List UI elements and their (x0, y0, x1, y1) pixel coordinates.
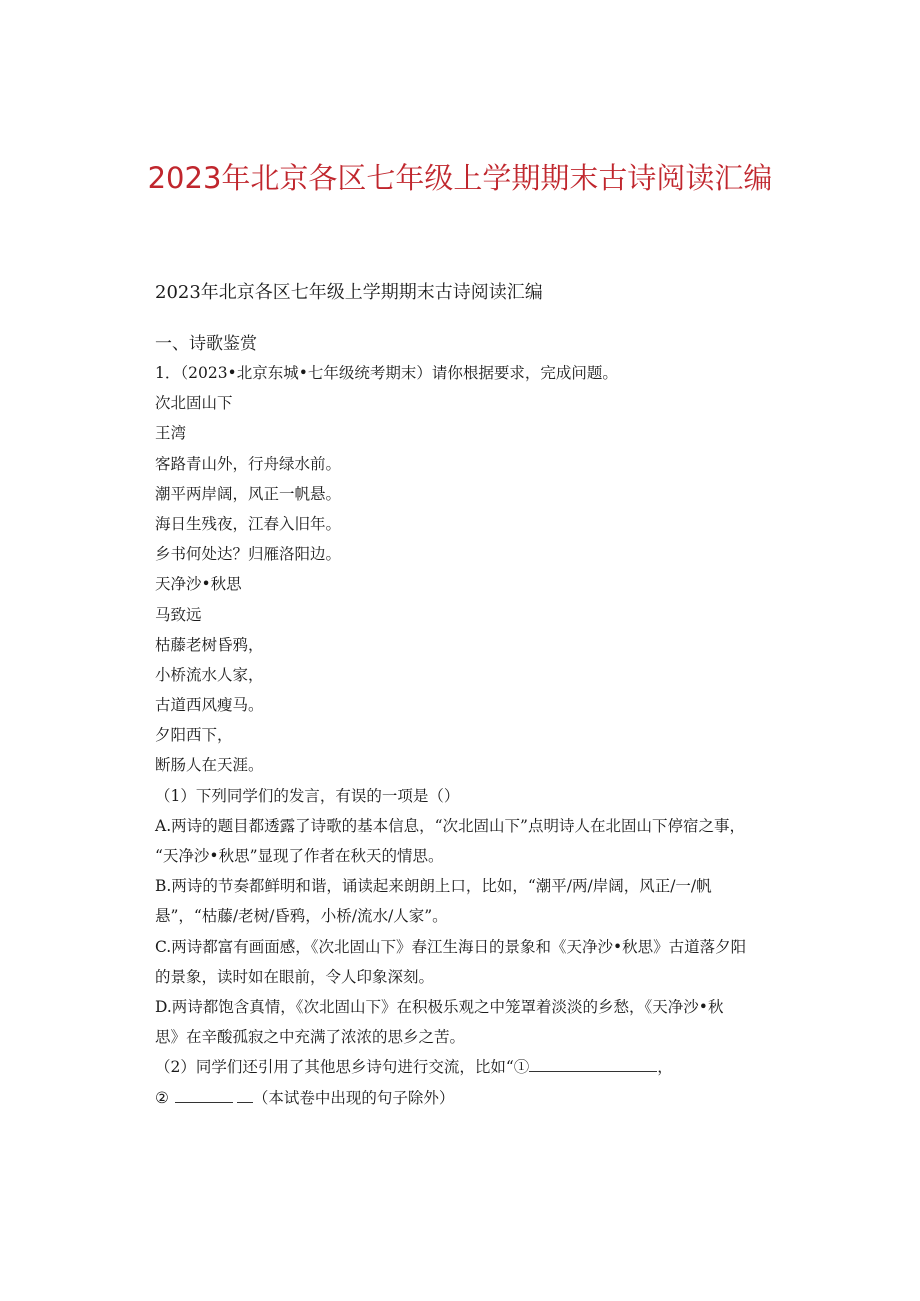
section-heading: 一、诗歌鉴赏 (155, 334, 257, 354)
document-subtitle: 2023年北京各区七年级上学期期末古诗阅读汇编 (155, 282, 543, 303)
option-b-line2: 悬”，“枯藤/老树/昏鸦，小桥/流水/人家”。 (155, 907, 448, 926)
option-a-line2: “天净沙•秋思”显现了作者在秋天的情思。 (155, 847, 444, 865)
poem2-author: 马致远 (155, 605, 202, 624)
subquestion-2-line1 (155, 1057, 765, 1077)
option-c-line1: C.两诗都富有画面感，《次北固山下》春江生海日的景象和《天净沙•秋思》古道落夕阳 (155, 937, 747, 956)
subquestion-2-prompt: （2）同学们还引用了其他思乡诗句进行交流，比如“① (155, 1058, 530, 1077)
option-b-line1: B.两诗的节奏都鲜明和谐，诵读起来朗朗上口，比如，“潮平/两/岸阔，风正/一/帆 (155, 877, 712, 896)
option-d (155, 997, 765, 1047)
subquestion-2-line2 (155, 1088, 765, 1108)
poem2-title: 天净沙•秋思 (155, 575, 242, 594)
page-title: 2023年北京各区七年级上学期期末古诗阅读汇编 (147, 161, 773, 195)
poem1-line: 乡书何处达？归雁洛阳边。 (155, 545, 342, 564)
poem1-line: 客路青山外，行舟绿水前。 (155, 454, 342, 473)
poem1-title: 次北固山下 (155, 394, 233, 413)
poem1-line: 海日生残夜，江春入旧年。 (155, 514, 342, 533)
option-a (155, 816, 765, 866)
poem2-line: 古道西风瘦马。 (155, 696, 264, 715)
poem1-line: 潮平两岸阔，风正一帆悬。 (155, 484, 342, 503)
answer-blank-2-tail (237, 1090, 253, 1103)
option-a-line1: A.两诗的题目都透露了诗歌的基本信息，“次北固山下”点明诗人在北固山下停宿之事， (155, 816, 745, 835)
option-b (155, 876, 765, 926)
poem2-line: 小桥流水人家， (155, 665, 264, 684)
option-c (155, 937, 765, 987)
circle-two: ② (155, 1088, 169, 1107)
option-c-line2: 的景象，读时如在眼前，令人印象深刻。 (155, 967, 435, 986)
poem2-line: 断肠人在天涯。 (155, 756, 264, 775)
subquestion-1-prompt: （1）下列同学们的发言，有误的一项是（） (155, 786, 460, 805)
poem2-line: 枯藤老树昏鸦， (155, 635, 264, 654)
poem2-line: 夕阳西下， (155, 726, 233, 745)
comma: ， (657, 1058, 673, 1077)
poem1-author: 王湾 (155, 424, 187, 443)
option-d-line2: 思》在辛酸孤寂之中充满了浓浓的思乡之苦。 (155, 1028, 466, 1047)
answer-blank-1[interactable] (529, 1059, 657, 1072)
option-d-line1: D.两诗都饱含真情，《次北固山下》在积极乐观之中笼罩着淡淡的乡愁，《天净沙•秋 (155, 997, 724, 1016)
content-body (155, 333, 765, 1118)
answer-blank-2[interactable] (175, 1090, 233, 1103)
subquestion-2-note: （本试卷中出现的句子除外） (252, 1088, 455, 1107)
question-intro: 1．（2023•北京东城•七年级统考期末）请你根据要求，完成问题。 (155, 364, 618, 382)
